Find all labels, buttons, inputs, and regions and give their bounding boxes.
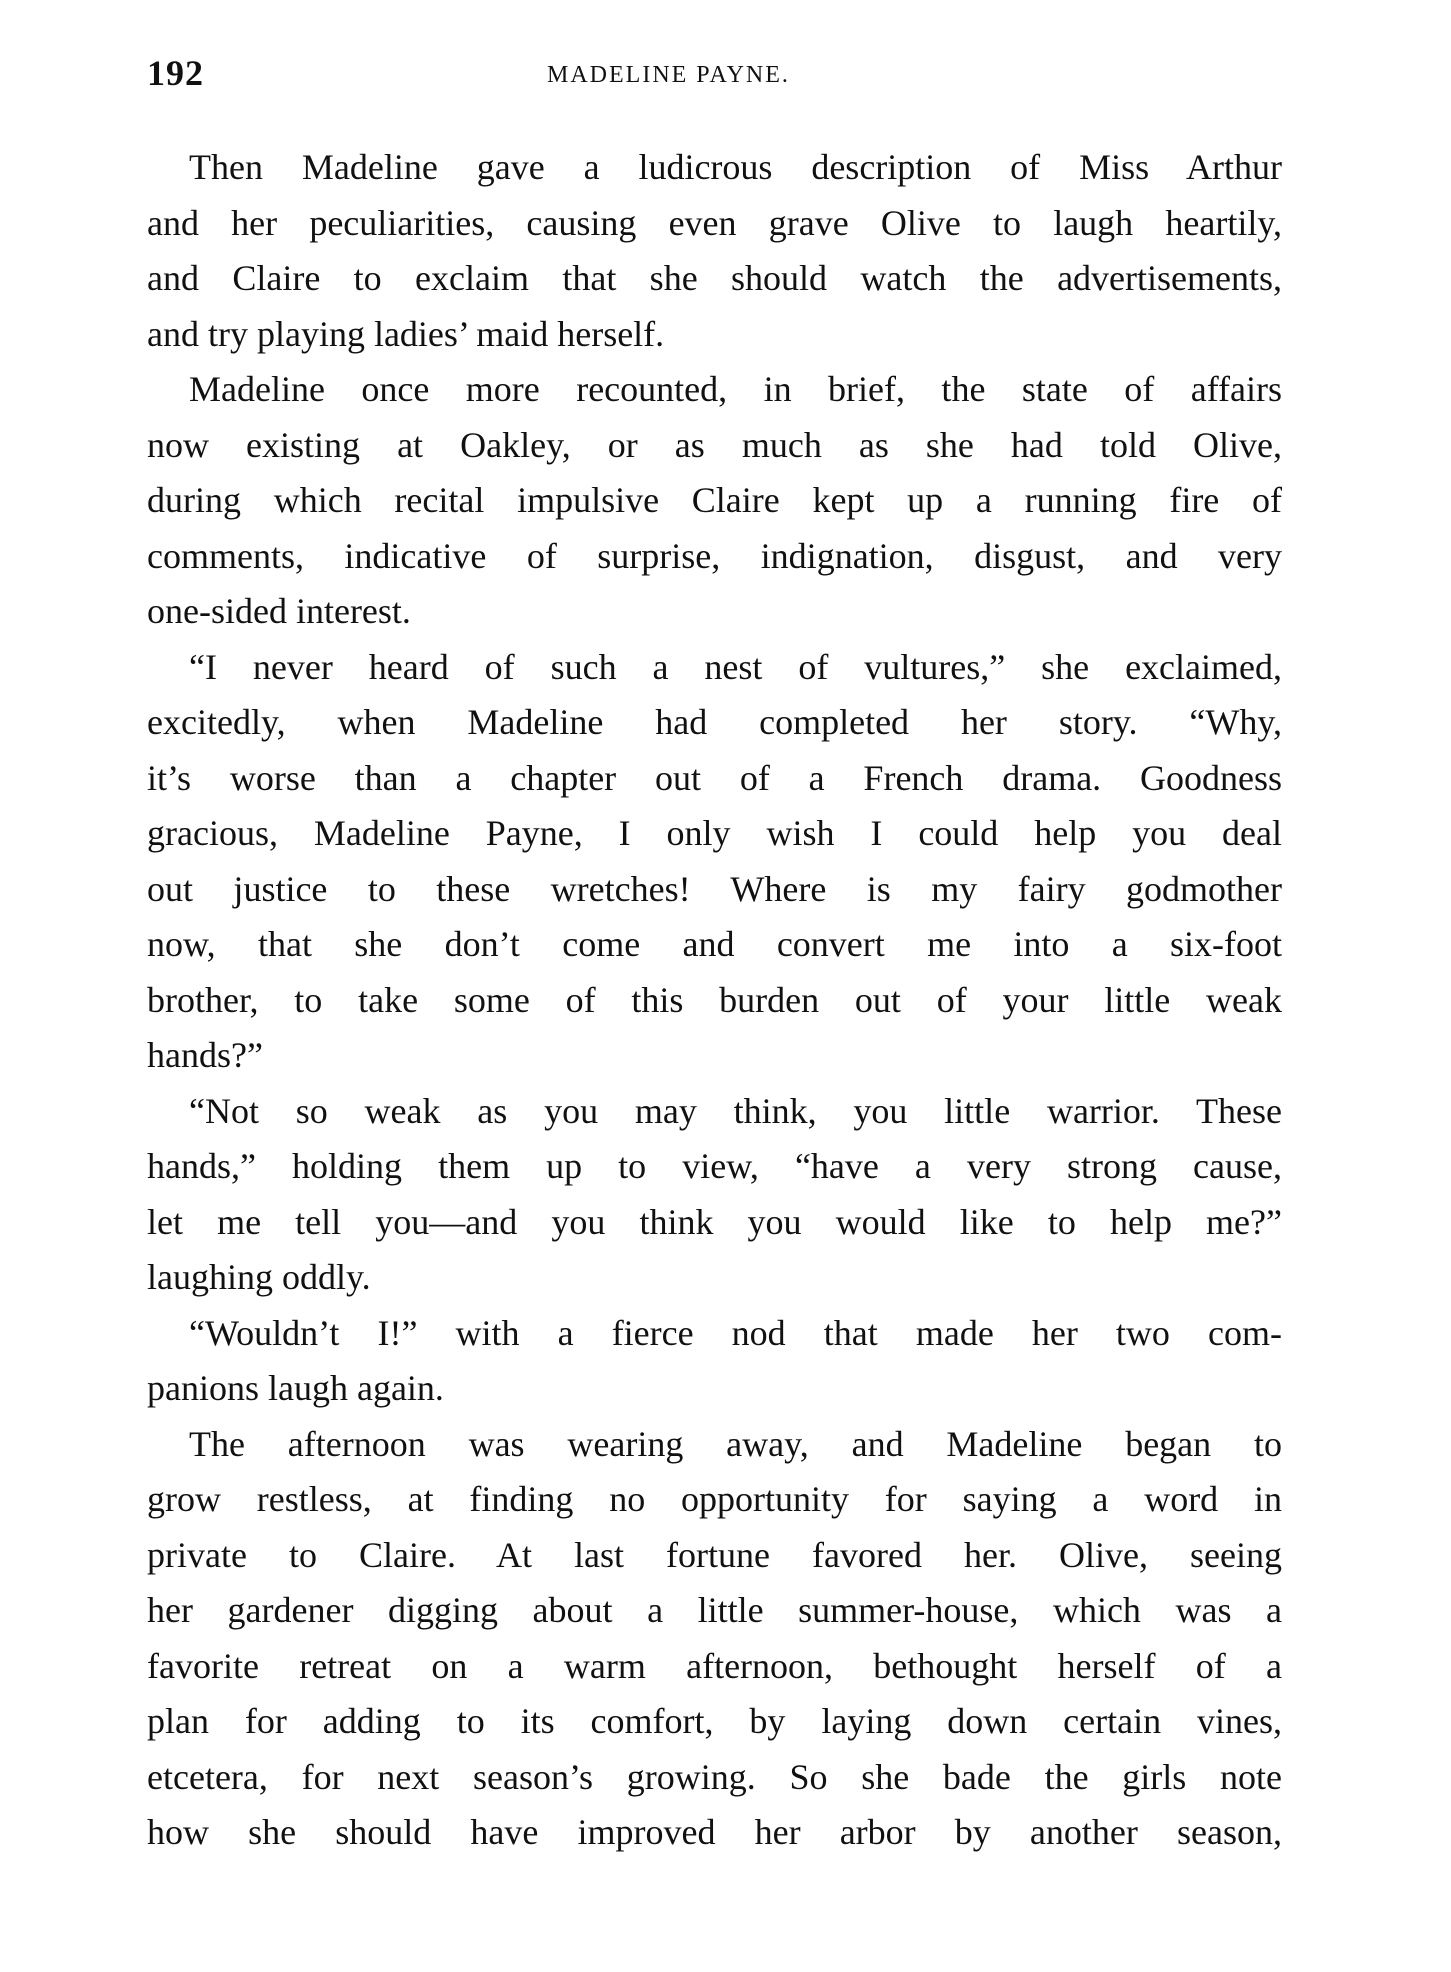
text-line: plan for adding to its comfort, by laying down certain vines, — [147, 1701, 1282, 1741]
text-line: comments, indicative of surprise, indignation, disgust, and very — [147, 535, 1282, 576]
text-line: The afternoon was wearing away, and Madeline began to — [189, 1423, 1282, 1464]
text-line: one-sided interest. — [147, 591, 411, 631]
text-line: private to Claire. At last fortune favored her. Olive, seeing — [147, 1534, 1282, 1575]
text-line: how she should have improved her arbor by another season, — [147, 1812, 1282, 1852]
text-line: Madeline once more recounted, in brief, the state of affairs — [189, 369, 1282, 409]
text-line: and her peculiarities, causing even grave Olive to laugh heartily, — [147, 202, 1282, 243]
text-line: hands,” holding them up to view, “have a very strong cause, — [147, 1146, 1282, 1186]
text-line: during which recital impulsive Claire kept up a running fire of — [147, 480, 1282, 520]
body-text — [147, 140, 1282, 1861]
text-line: excitedly, when Madeline had completed her story. “Why, — [147, 702, 1282, 742]
text-line: etcetera, for next season’s growing. So she bade the girls note — [147, 1756, 1282, 1797]
text-line: laughing oddly. — [147, 1257, 371, 1297]
text-line: out justice to these wretches! Where is my fairy godmother — [147, 868, 1282, 909]
text-line: now, that she don’t come and convert me into a six-foot — [147, 924, 1282, 964]
running-title: MADELINE PAYNE. — [547, 62, 790, 88]
text-line: panions laugh again. — [147, 1368, 444, 1408]
text-line: brother, to take some of this burden out of your little weak — [147, 979, 1282, 1020]
text-line: gracious, Madeline Payne, I only wish I could help you deal — [147, 813, 1282, 853]
running-head — [147, 52, 1282, 102]
page-number: 192 — [147, 53, 204, 93]
text-line: favorite retreat on a warm afternoon, bethought herself of a — [147, 1645, 1282, 1686]
text-line: “I never heard of such a nest of vultures,” she exclaimed, — [189, 646, 1282, 687]
text-line: “Not so weak as you may think, you little warrior. These — [189, 1090, 1282, 1131]
text-line: and Claire to exclaim that she should watch the advertisements, — [147, 258, 1282, 298]
text-line: it’s worse than a chapter out of a French drama. Goodness — [147, 757, 1282, 798]
text-line: Then Madeline gave a ludicrous description of Miss Arthur — [189, 147, 1282, 187]
text-line: hands?” — [147, 1035, 263, 1075]
text-line: now existing at Oakley, or as much as she had told Olive, — [147, 424, 1282, 465]
text-line: “Wouldn’t I!” with a fierce nod that made her two com- — [189, 1312, 1282, 1353]
text-line: and try playing ladies’ maid herself. — [147, 313, 665, 354]
text-line: grow restless, at finding no opportunity for saying a word in — [147, 1479, 1282, 1519]
text-line: let me tell you—and you think you would like to help me?” — [147, 1201, 1282, 1242]
text-line: her gardener digging about a little summer-house, which was a — [147, 1590, 1282, 1630]
